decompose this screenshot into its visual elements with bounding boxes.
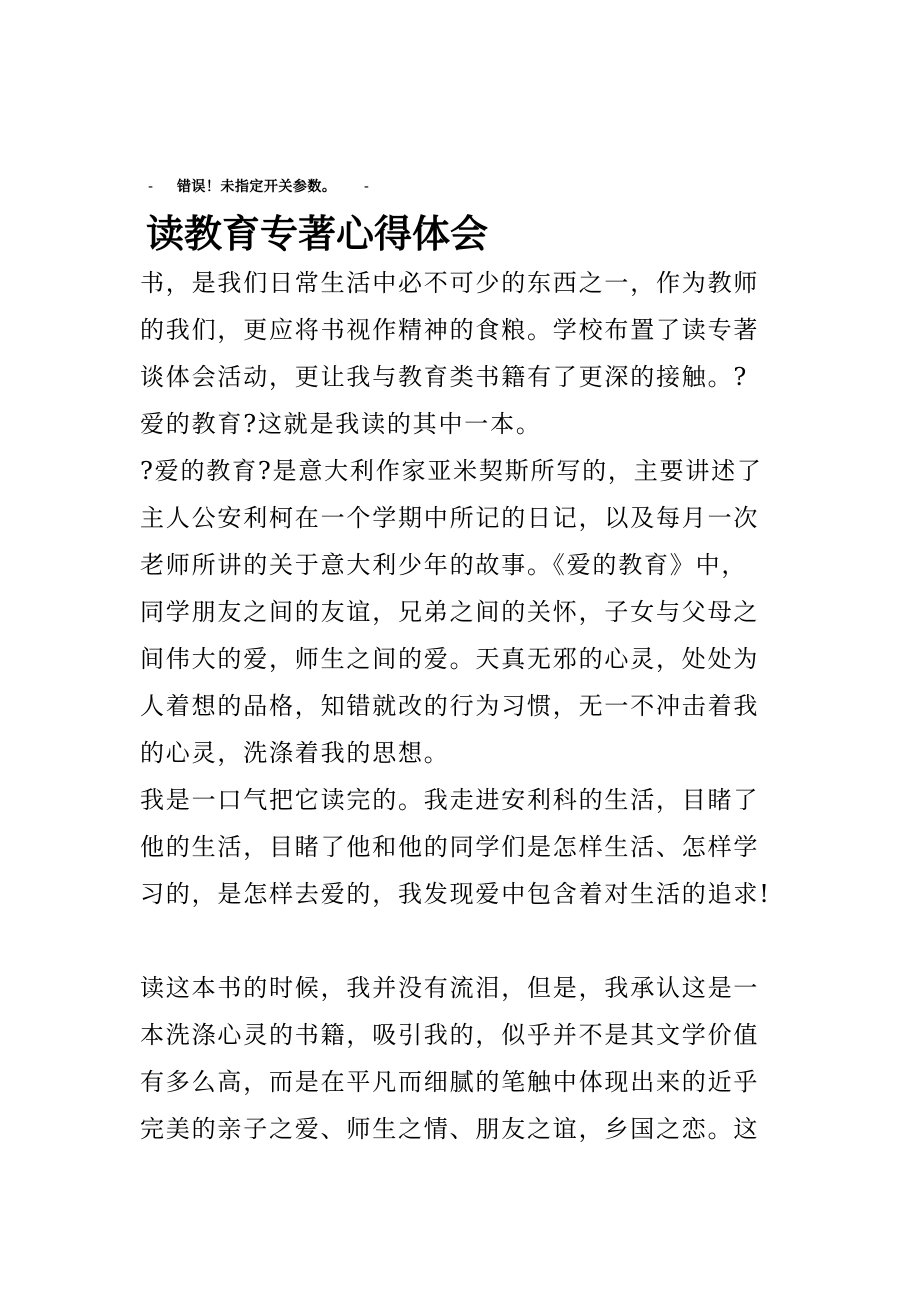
- document-title: 读教育专著心得体会: [146, 212, 489, 256]
- header-dash-right: -: [363, 179, 370, 195]
- header-error-message: 错误！未指定开关参数。: [176, 179, 337, 195]
- body-line: 书，是我们日常生活中必不可少的东西之一，作为教师: [140, 269, 760, 297]
- body-line: 谈体会活动，更让我与教育类书籍有了更深的接触。?: [140, 363, 749, 391]
- body-line: 的我们，更应将书视作精神的食粮。学校布置了读专著: [140, 316, 760, 344]
- body-line: 老师所讲的关于意大利少年的故事。《爱的教育》中，: [140, 551, 748, 579]
- body-line: 完美的亲子之爱、师生之情、朋友之谊，乡国之恋。这: [140, 1115, 760, 1143]
- body-line: 主人公安利柯在一个学期中所记的日记，以及每月一次: [140, 504, 760, 532]
- body-line: 有多么高，而是在平凡而细腻的笔触中体现出来的近乎: [140, 1068, 760, 1096]
- body-line: 间伟大的爱，师生之间的爱。天真无邪的心灵，处处为: [140, 645, 760, 673]
- document-body: [140, 260, 780, 1153]
- body-line: ?爱的教育?是意大利作家亚米契斯所写的，主要讲述了: [140, 457, 763, 485]
- body-line: 读这本书的时候，我并没有流泪，但是，我承认这是一: [140, 974, 760, 1002]
- body-line: 他的生活，目睹了他和他的同学们是怎样生活、怎样学: [140, 833, 760, 861]
- body-line: 同学朋友之间的友谊，兄弟之间的关怀，子女与父母之: [140, 598, 760, 626]
- page-header: [148, 176, 369, 196]
- body-line: 习的，是怎样去爱的，我发现爱中包含着对生活的追求!: [140, 880, 771, 908]
- body-line: 爱的教育?这就是我读的其中一本。: [140, 410, 542, 438]
- body-line: 人着想的品格，知错就改的行为习惯，无一不冲击着我: [140, 692, 760, 720]
- body-line: 的心灵，洗涤着我的思想。: [140, 739, 450, 767]
- paragraph-gap: [140, 918, 780, 965]
- header-dash-left: -: [148, 179, 154, 195]
- body-line: 本洗涤心灵的书籍，吸引我的，似乎并不是其文学价值: [140, 1021, 760, 1049]
- body-line: 我是一口气把它读完的。我走进安利科的生活，目睹了: [140, 786, 760, 814]
